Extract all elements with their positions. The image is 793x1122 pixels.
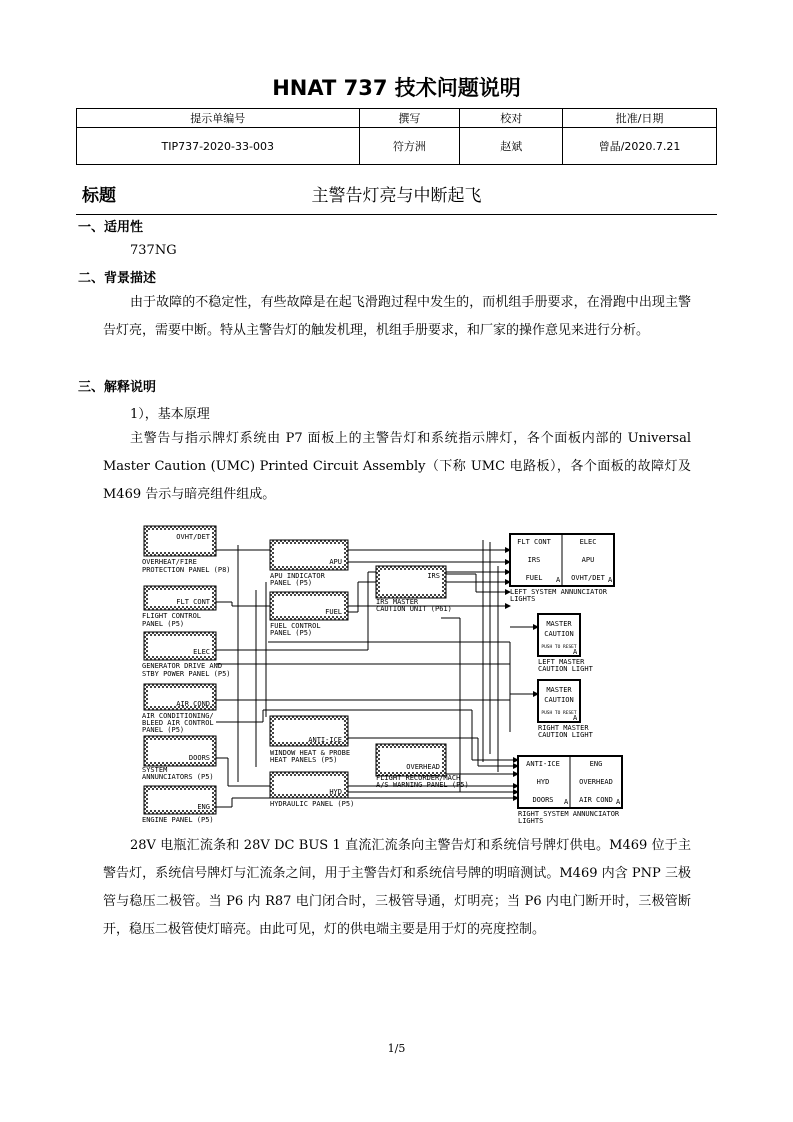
panel-tag-eng: ENG xyxy=(197,803,210,811)
right-master-text-2: CAUTION xyxy=(544,696,574,704)
document-title: HNAT 737 技术问题说明 xyxy=(272,76,521,100)
panel-label-irs-2: CAUTION UNIT (P61) xyxy=(376,605,452,613)
applicability-text: 737NG xyxy=(130,243,177,258)
panel-tag-apu: APU xyxy=(329,558,342,566)
panel-fuel-control xyxy=(270,592,348,637)
master-caution-diagram xyxy=(138,522,628,827)
background-paragraph: 由于故障的不稳定性，有些故障是在起飞滑跑过程中发生的，而机组手册要求，在滑跑中出现主警告灯亮，需要中断。特从主警告灯的触发机理，机组手册要求，和厂家的操作意见来进行分析。 xyxy=(103,295,691,338)
section-heading-applicability: 一、适用性 xyxy=(78,220,144,235)
right-ann-label-1: RIGHT SYSTEM ANNUNCIATOR xyxy=(518,810,620,818)
panel-air-conditioning xyxy=(142,684,216,734)
panel-label-apu-2: PANEL (P5) xyxy=(270,579,313,587)
panel-label-overhead-2: A/S WARNING PANEL (P5) xyxy=(376,781,469,789)
source-panels xyxy=(142,526,469,824)
left-master-label-1: LEFT MASTER xyxy=(538,658,585,666)
left-ann-ovht: OVHT/DET xyxy=(571,574,605,582)
right-ann-label-2: LIGHTS xyxy=(518,817,544,825)
panel-label-hyd-1: HYDRAULIC PANEL (P5) xyxy=(270,800,355,808)
right-ann-aircond: AIR COND xyxy=(579,796,613,804)
left-master-label-2: CAUTION LIGHT xyxy=(538,665,593,673)
left-master-text-1: MASTER xyxy=(546,620,572,628)
panel-tag-irs: IRS xyxy=(427,572,440,580)
panel-label-doors-1: SYSTEM xyxy=(142,766,168,774)
panel-system-annunciators xyxy=(142,736,216,781)
tip-number: TIP737-2020-33-003 xyxy=(77,128,360,165)
panel-apu-indicator xyxy=(270,540,348,587)
left-system-annunciator xyxy=(510,534,614,603)
section-heading-background: 二、背景描述 xyxy=(78,271,157,286)
author: 符方洲 xyxy=(359,128,460,165)
panel-label-elec-2: STBY POWER PANEL (P5) xyxy=(142,670,231,678)
panel-tag-ovht: OVHT/DET xyxy=(176,533,210,541)
right-ann-antiice: ANTI-ICE xyxy=(526,760,560,768)
panel-label-doors-2: ANNUNCIATORS (P5) xyxy=(142,773,214,781)
header-tip-number: 提示单编号 xyxy=(77,109,360,128)
basic-principle-subheading: 1），基本原理 xyxy=(130,407,210,422)
subject-row xyxy=(76,176,717,215)
panel-window-heat xyxy=(270,716,350,764)
panel-tag-hyd: HYD xyxy=(329,788,342,796)
right-ann-mark-1: A xyxy=(564,798,569,806)
right-master-label-1: RIGHT MASTER xyxy=(538,724,589,732)
panel-tag-fltcont: FLT CONT xyxy=(176,598,210,606)
panel-label-aircond-2: BLEED AIR CONTROL xyxy=(142,719,214,727)
panel-irs-master-caution xyxy=(376,566,452,613)
panel-label-fuel-2: PANEL (P5) xyxy=(270,629,313,637)
left-ann-fuel: FUEL xyxy=(525,574,543,582)
panel-label-elec-1: GENERATOR DRIVE AND xyxy=(142,662,223,670)
panel-tag-antiice: ANTI-ICE xyxy=(308,736,342,744)
section-heading-explanation: 三、解释说明 xyxy=(78,380,157,395)
left-master-text-2: CAUTION xyxy=(544,630,574,638)
panel-label-eng-1: ENGINE PANEL (P5) xyxy=(142,816,214,824)
panel-label-ovht-2: PROTECTION PANEL (P8) xyxy=(142,566,231,574)
panel-label-aircond-3: PANEL (P5) xyxy=(142,726,185,734)
panel-label-irs-1: IRS MASTER xyxy=(376,598,419,606)
right-master-label-2: CAUTION LIGHT xyxy=(538,731,593,739)
right-ann-hyd: HYD xyxy=(536,778,550,786)
left-master-text-3: PUSH TO RESET xyxy=(541,645,577,650)
info-table-value-row xyxy=(77,128,717,165)
left-master-caution-light[interactable] xyxy=(538,614,594,673)
header-approval-date: 批准/日期 xyxy=(563,109,717,128)
reviewer: 赵斌 xyxy=(460,128,563,165)
subject-label: 标题 xyxy=(82,186,116,206)
right-ann-overhead: OVERHEAD xyxy=(579,778,613,786)
panel-tag-doors: DOORS xyxy=(188,754,210,762)
panel-label-overhead-1: FLIGHT RECORDER/MACH xyxy=(376,774,461,782)
right-ann-eng: ENG xyxy=(589,760,603,768)
right-master-text-3: PUSH TO RESET xyxy=(541,711,577,716)
panel-tag-fuel: FUEL xyxy=(325,608,342,616)
panel-tag-aircond: AIR COND xyxy=(176,700,210,708)
panel-engine xyxy=(142,786,216,824)
right-ann-mark-2: A xyxy=(616,798,621,806)
info-table xyxy=(76,108,717,165)
left-ann-label-1: LEFT SYSTEM ANNUNCIATOR xyxy=(510,588,607,596)
panel-flight-control xyxy=(142,586,216,628)
left-ann-elec: ELEC xyxy=(579,538,597,546)
panel-label-fuel-1: FUEL CONTROL xyxy=(270,622,321,630)
left-master-mark: A xyxy=(573,648,578,656)
left-ann-label-2: LIGHTS xyxy=(510,595,536,603)
panel-label-antiice-1: WINDOW HEAT & PROBE xyxy=(270,749,351,757)
right-system-annunciator xyxy=(518,756,622,825)
panel-tag-overhead: OVERHEAD xyxy=(406,763,440,771)
approval-date: 曾晶/2020.7.21 xyxy=(563,128,717,165)
panel-label-apu-1: APU INDICATOR xyxy=(270,572,325,580)
panel-tag-elec: ELEC xyxy=(193,648,210,656)
panel-hydraulic xyxy=(270,772,354,808)
panel-label-antiice-2: HEAT PANELS (P5) xyxy=(270,756,338,764)
left-ann-apu: APU xyxy=(581,556,595,564)
left-ann-fltcont: FLT CONT xyxy=(517,538,551,546)
header-author: 撰写 xyxy=(359,109,460,128)
panel-generator-drive xyxy=(142,632,231,678)
left-ann-mark-1: A xyxy=(556,576,561,584)
left-ann-mark-2: A xyxy=(608,576,613,584)
panel-label-aircond-1: AIR CONDITIONING/ xyxy=(142,712,214,720)
principle-paragraph-1: 主警告与指示牌灯系统由 P7 面板上的主警告灯和系统指示牌灯，各个面板内部的 Universal Master Caution (UMC) Printed Circuit Assembly（下称 UMC 电路板），各个面板的故障灯及 M469 告示与暗亮组件组成。 xyxy=(103,431,691,502)
right-master-mark: A xyxy=(573,714,578,722)
right-ann-doors: DOORS xyxy=(532,796,554,804)
panel-label-fltcont-1: FLIGHT CONTROL xyxy=(142,612,202,620)
right-master-caution-light[interactable] xyxy=(538,680,594,739)
page-number: 1/5 xyxy=(387,1042,406,1055)
info-table-header-row xyxy=(77,109,717,128)
panel-label-ovht-1: OVERHEAT/FIRE xyxy=(142,558,197,566)
subject-text: 主警告灯亮与中断起飞 xyxy=(311,186,482,206)
header-reviewer: 校对 xyxy=(460,109,563,128)
principle-paragraph-2: 28V 电瓶汇流条和 28V DC BUS 1 直流汇流条向主警告灯和系统信号牌灯供电。M469 位于主警告灯，系统信号牌灯与汇流条之间，用于主警告灯和系统信号牌的明暗测试。M469 内含 PNP 三极管与稳压二极管。当 P6 内 R87 电门闭合时，三极管导通，灯明亮；当 P6 内电门断开时，三极管断开，稳压二极管使灯暗亮。由此可见，灯的供电端主要是用于灯的亮度控制。 xyxy=(103,838,691,937)
panel-flight-recorder xyxy=(376,744,469,789)
left-ann-irs: IRS xyxy=(527,556,541,564)
panel-label-fltcont-2: PANEL (P5) xyxy=(142,620,185,628)
right-master-text-1: MASTER xyxy=(546,686,572,694)
